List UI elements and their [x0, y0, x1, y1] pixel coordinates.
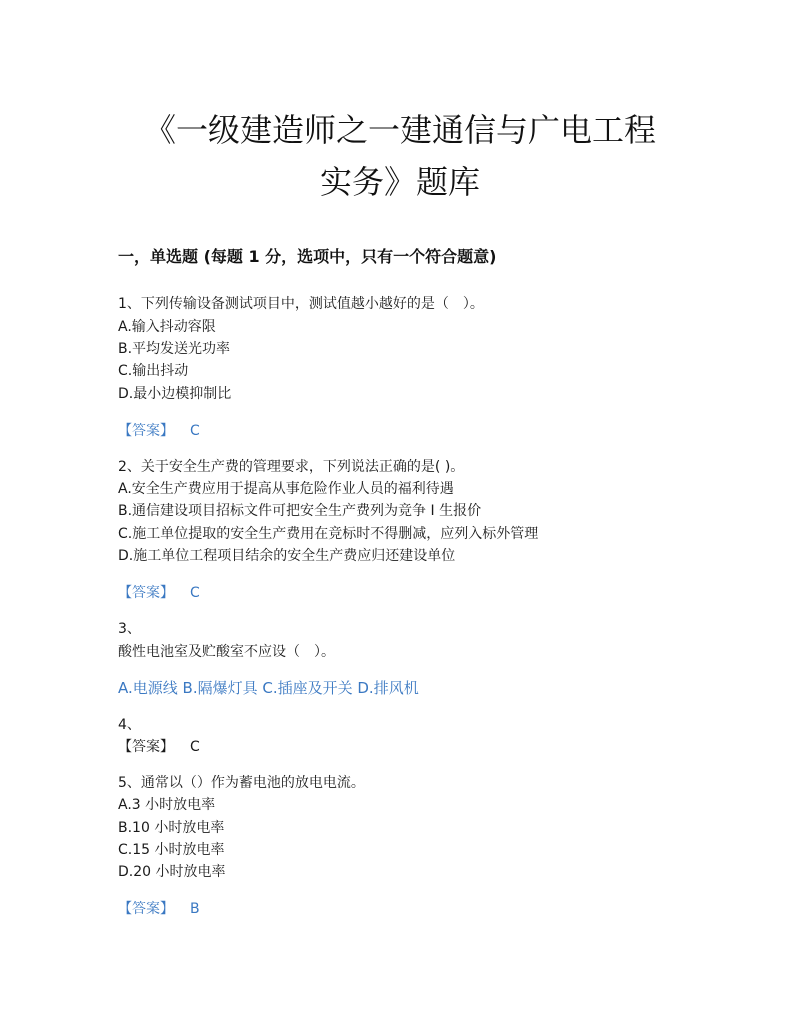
question-1-option-a: A.输入抖动容限 — [118, 319, 216, 335]
answer-value: C — [190, 585, 200, 601]
question-3-options: A.电源线 B.隔爆灯具 C.插座及开关 D.排风机 — [118, 679, 419, 697]
question-3-number: 3、 — [118, 621, 141, 637]
document-title-line-1: 《一级建造师之一建通信与广电工程 — [143, 111, 656, 149]
question-1-stem: 1、下列传输设备测试项目中，测试值越小越好的是（ ）。 — [118, 296, 484, 312]
question-2-stem: 2、关于安全生产费的管理要求，下列说法正确的是( )。 — [118, 459, 465, 475]
question-2-option-d: D.施工单位工程项目结余的安全生产费应归还建设单位 — [118, 548, 456, 564]
question-2-option-c: C.施工单位提取的安全生产费用在竞标时不得删减，应列入标外管理 — [118, 526, 539, 542]
answer-label: 【答案】 — [118, 585, 174, 601]
question-5-option-b: B.10 小时放电率 — [118, 820, 225, 836]
answer-value: C — [190, 739, 200, 755]
question-2-option-a: A.安全生产费应用于提高从事危险作业人员的福利待遇 — [118, 481, 454, 497]
answer-value: B — [190, 901, 200, 917]
answer-label: 【答案】 — [118, 423, 174, 439]
question-5-option-a: A.3 小时放电率 — [118, 797, 216, 813]
question-1-option-c: C.输出抖动 — [118, 363, 189, 379]
question-1-answer — [118, 421, 200, 441]
question-5-option-c: C.15 小时放电率 — [118, 842, 225, 858]
question-5-option-d: D.20 小时放电率 — [118, 864, 226, 880]
question-1-option-d: D.最小边模抑制比 — [118, 386, 232, 402]
answer-label: 【答案】 — [118, 739, 174, 755]
section-heading: 一，单选题 (每题 1 分，选项中，只有一个符合题意) — [118, 247, 497, 266]
answer-label: 【答案】 — [118, 901, 174, 917]
document-title-line-2: 实务》题库 — [319, 163, 480, 201]
answer-value: C — [190, 423, 200, 439]
question-2-option-b: B.通信建设项目招标文件可把安全生产费列为竞争 I 生报价 — [118, 503, 482, 519]
question-5-answer — [118, 899, 200, 919]
question-2-answer — [118, 583, 200, 603]
question-4-answer — [118, 737, 200, 757]
question-4-number: 4、 — [118, 717, 141, 733]
question-3-stem: 酸性电池室及贮酸室不应设（ ）。 — [118, 644, 335, 660]
question-5-stem: 5、通常以（）作为蓄电池的放电电流。 — [118, 775, 365, 791]
question-1-option-b: B.平均发送光功率 — [118, 341, 231, 357]
